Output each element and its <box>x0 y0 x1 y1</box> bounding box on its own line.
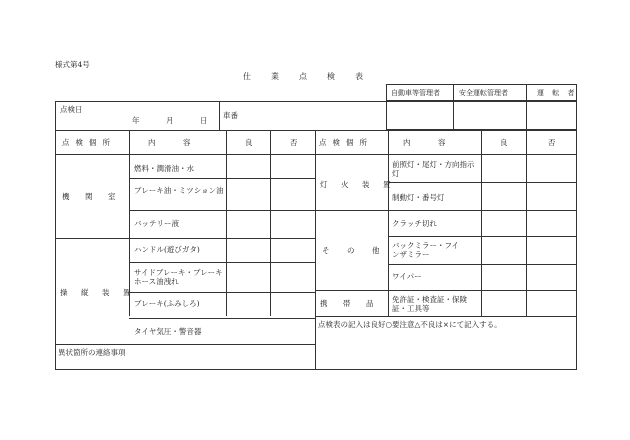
header-location-left: 点検個所 <box>62 138 116 147</box>
item-tire: タイヤ気圧・警音器 <box>134 327 202 336</box>
category-carried: 携 帯 品 <box>320 299 378 308</box>
page-title: 仕 業 点 検 表 <box>243 72 369 81</box>
category-operation: 操 縦 装 置 <box>60 288 134 297</box>
item-battery: バッテリー液 <box>134 219 179 228</box>
item-handle: ハンドル(遊びガタ) <box>134 245 200 254</box>
date-day: 日 <box>200 116 208 125</box>
header-good-left: 良 <box>245 138 253 147</box>
header-bad-right: 否 <box>548 138 556 147</box>
item-fuel: 燃料・潤滑油・水 <box>134 164 194 173</box>
item-brake-pedal: ブレーキ(ふみしろ) <box>134 299 200 308</box>
item-headlights: 前照灯・尾灯・方向指示灯 <box>392 160 475 179</box>
item-wiper: ワイパー <box>392 272 422 281</box>
item-brake-lights: 制動灯・番号灯 <box>392 193 445 202</box>
item-side-brake: サイドブレーキ・ブレーキホース油洩れ <box>134 268 223 287</box>
item-brake-oil: ブレーキ油・ミツション油 <box>134 186 224 195</box>
form-number: 様式第4号 <box>55 60 90 69</box>
item-license: 免許証・検査証・保険証・工具等 <box>392 295 467 314</box>
item-clutch: クラッチ切れ <box>392 219 437 228</box>
header-content-left: 内 容 <box>148 138 201 147</box>
remarks-label: 異状箇所の連絡事項 <box>58 348 126 357</box>
header-location-right: 点検個所 <box>319 138 373 147</box>
header-good-right: 良 <box>500 138 508 147</box>
date-year: 年 <box>132 116 140 125</box>
vehicle-number-label: 車番 <box>223 111 238 120</box>
driver-label: 運 転 者 <box>537 89 578 97</box>
note-text: 点検表の記入は良好○要注意△不良は×にて記入する。 <box>318 320 502 329</box>
safety-manager-label: 安全運転管理者 <box>459 89 508 97</box>
category-others: そ の 他 <box>322 246 385 255</box>
category-lights: 灯 火 装 置 <box>320 180 394 189</box>
header-bad-left: 否 <box>290 138 298 147</box>
category-engine-room: 機 関 室 <box>62 192 120 201</box>
date-label: 点検日 <box>60 105 83 114</box>
item-mirrors: バックミラー・フインザミラー <box>392 241 459 260</box>
vehicle-manager-label: 自動車等管理者 <box>391 89 440 97</box>
header-content-right: 内 容 <box>403 138 456 147</box>
date-month: 月 <box>166 116 174 125</box>
